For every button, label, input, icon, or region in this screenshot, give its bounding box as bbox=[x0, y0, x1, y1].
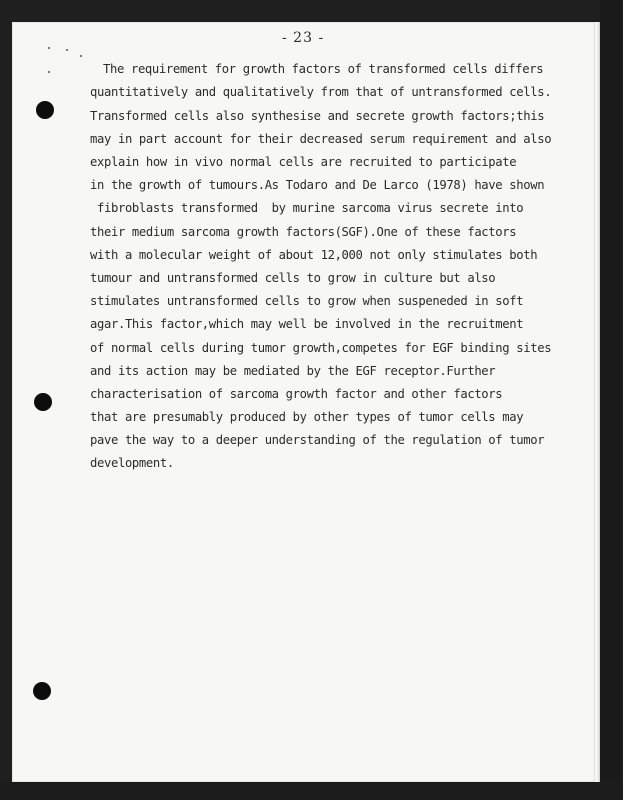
punch-hole-middle bbox=[34, 393, 52, 411]
text-line: The requirement for growth factors of transformed cells differs bbox=[103, 62, 544, 76]
text-line: Transformed cells also synthesise and secrete growth factors;this bbox=[90, 109, 545, 123]
punch-hole-top bbox=[36, 101, 54, 119]
page-number: - 23 - bbox=[282, 30, 325, 46]
text-line: explain how in vivo normal cells are recruited to participate bbox=[90, 155, 517, 169]
text-line: may in part account for their decreased serum requirement and also bbox=[90, 132, 552, 146]
text-line: agar.This factor,which may well be involved in the recruitment bbox=[90, 317, 524, 331]
scan-speck bbox=[66, 49, 68, 51]
scanner-background-right bbox=[600, 0, 623, 800]
text-line: fibroblasts transformed by murine sarcoma virus secrete into bbox=[90, 201, 524, 215]
text-line: in the growth of tumours.As Todaro and De Larco (1978) have shown bbox=[90, 178, 545, 192]
text-line: stimulates untransformed cells to grow when suspeneded in soft bbox=[90, 294, 524, 308]
scan-speck bbox=[48, 71, 50, 73]
text-line: of normal cells during tumor growth,competes for EGF binding sites bbox=[90, 341, 552, 355]
text-line: development. bbox=[90, 456, 174, 470]
text-line: pave the way to a deeper understanding of the regulation of tumor bbox=[90, 433, 545, 447]
text-line: and its action may be mediated by the EGF receptor.Further bbox=[90, 364, 496, 378]
text-line: with a molecular weight of about 12,000 not only stimulates both bbox=[90, 248, 538, 262]
scan-speck bbox=[80, 55, 82, 57]
text-line: quantitatively and qualitatively from that of untransformed cells. bbox=[90, 85, 552, 99]
text-line: their medium sarcoma growth factors(SGF).One of these factors bbox=[90, 225, 517, 239]
scan-speck bbox=[48, 47, 50, 49]
text-line: characterisation of sarcoma growth factor and other factors bbox=[90, 387, 503, 401]
punch-hole-bottom bbox=[33, 682, 51, 700]
text-line: tumour and untransformed cells to grow in culture but also bbox=[90, 271, 496, 285]
scanner-background-bottom bbox=[0, 782, 623, 800]
text-line: that are presumably produced by other types of tumor cells may bbox=[90, 410, 524, 424]
